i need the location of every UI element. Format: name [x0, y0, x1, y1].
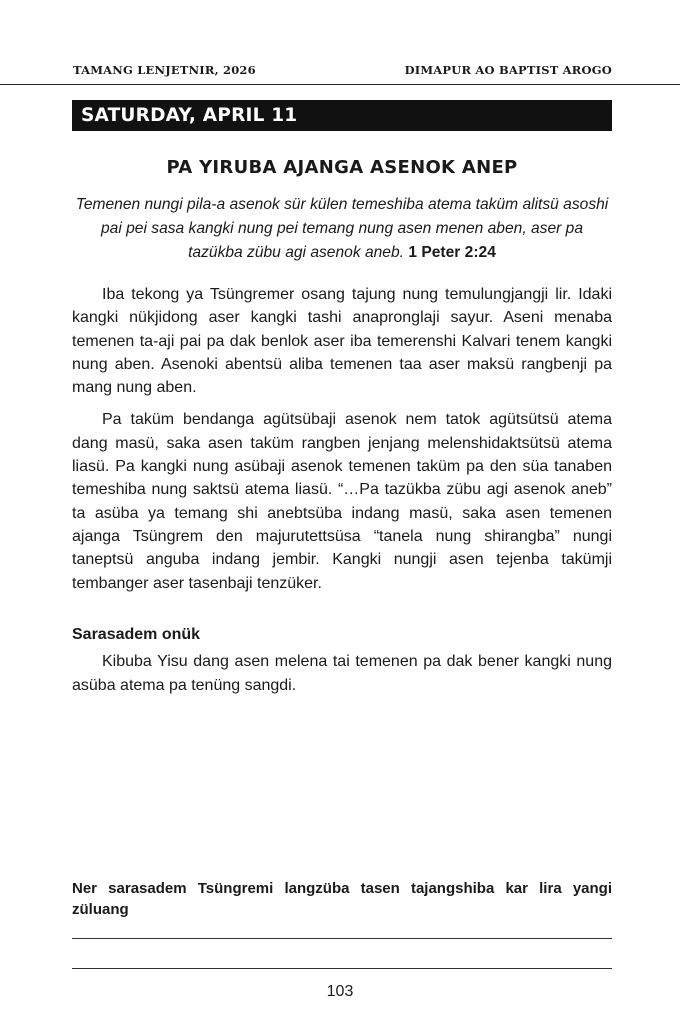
answer-line-1 [72, 938, 612, 939]
body-paragraph-1: Iba tekong ya Tsüngremer osang tajung nung temulungjangji lir. Idaki kangki nükjidong aser kangki tashi anapronglaji sayur. Aseni menaba temenen ta-aji pai pa dak benlok aser iba temerenshi Kalvari tenem kangki nung aben. Asenoki abentsü aliba temenen taa aser maksü rangbenji pa mang nung aben. [72, 286, 612, 397]
devotion-body [72, 283, 612, 604]
answer-line-2 [72, 968, 612, 969]
prayer-text: Kibuba Yisu dang asen melena tai temenen pa dak bener kangki nung asüba atema pa tenüng sangdi. [72, 653, 612, 694]
body-paragraph-2: Pa taküm bendanga agütsübaji asenok nem tatok agütsütsü atema dang masü, saka asen taküm rangben jenjang melenshidaktsütsü atema liasü. Pa kangki nung asübaji asenok temenen taküm pa den süa tanaben temeshiba nung saktsü atema liasü. “…Pa tazükba zübu agi asenok aneb” ta asüba ya temang shi anebtsüba indang masü, saka asen temenen ajanga Tsüngrem den majurutettsüsa “tanela nung shirangba” nungi taneptsü anguba indang jembir. Kangki nungji asen tejenba takümji tembanger aser tasenbaji tenzüker. [72, 411, 612, 592]
key-verse [72, 193, 612, 265]
verse-text: Temenen nungi pila-a asenok sür külen temeshiba atema taküm alitsü asoshi pai pei sasa kangki nung pei temang nung asen menen aben, aser pa tazükba zübu agi asenok aneb. [75, 196, 609, 261]
verse-reference: 1 Peter 2:24 [408, 244, 496, 261]
reflection-prompt: Ner sarasadem Tsüngremi langzüba tasen tajangshiba kar lira yangi züluang [72, 880, 612, 918]
page-number: 103 [326, 983, 354, 1000]
page-title: PA YIRUBA AJANGA ASENOK ANEP [166, 157, 518, 178]
prayer-heading: Sarasadem onük [72, 626, 201, 643]
header-rule [0, 84, 680, 85]
date-bar: SATURDAY, APRIL 11 [72, 100, 612, 131]
header-right: DIMAPUR AO BAPTIST AROGO [404, 63, 612, 77]
running-header [73, 63, 612, 77]
header-left: TAMANG LENJETNIR, 2026 [73, 63, 256, 77]
